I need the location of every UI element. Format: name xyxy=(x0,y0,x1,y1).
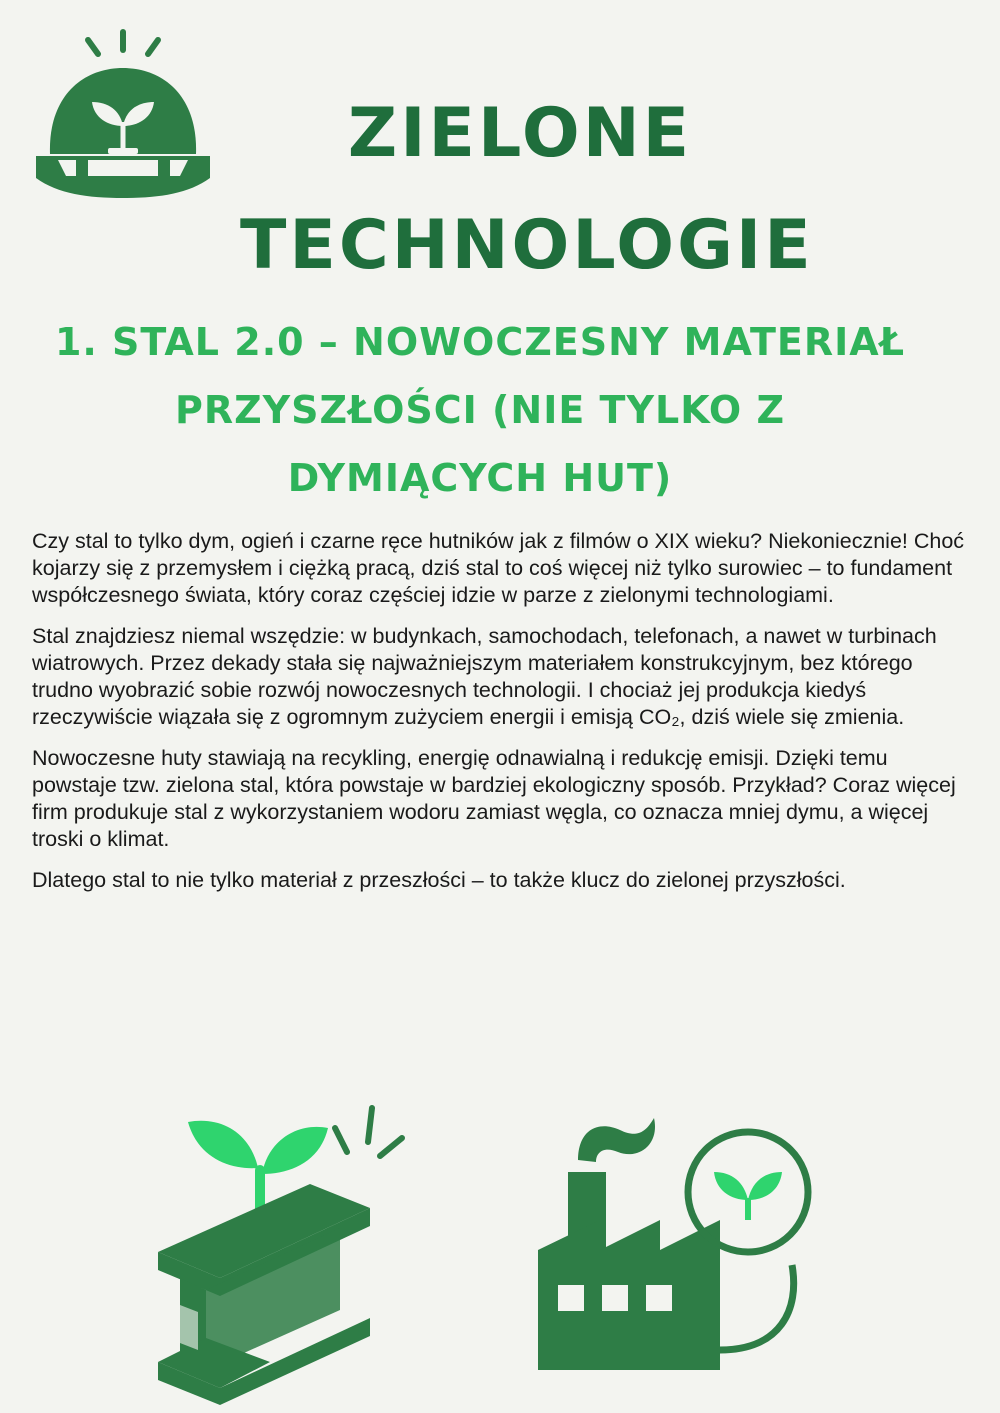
section-heading-line-3: DYMIĄCYCH HUT) xyxy=(287,456,673,500)
paragraph-2: Stal znajdziesz niemal wszędzie: w budynkach, samochodach, telefonach, a nawet w turbinach wiatrowych. Przez dekady stała się najważniejszym materiałem konstrukcyjnym, bez którego trudno wyobrazić sobie rozwój nowoczesnych technologii. I chociaż jej produkcja kiedyś rzeczywiście wiązała się z ogromnym zużyciem energii i emisją CO₂, dziś wiele się zmienia. xyxy=(32,624,937,729)
paragraph-4: Dlatego stal to nie tylko materiał z przeszłości – to także klucz do zielonej przyszłości. xyxy=(32,868,846,892)
section-heading-line-1: 1. STAL 2.0 – NOWOCZESNY MATERIAŁ xyxy=(54,320,906,364)
article-body xyxy=(32,528,972,908)
eco-factory-icon xyxy=(530,1100,850,1390)
green-helmet-icon xyxy=(28,26,218,211)
steel-beam-sprout-icon xyxy=(150,1100,410,1405)
section-heading-line-2: PRZYSZŁOŚCI (NIE TYLKO Z xyxy=(174,388,786,432)
title-line-2: TECHNOLOGIE xyxy=(240,206,814,285)
section-heading xyxy=(20,308,940,512)
paragraph-3: Nowoczesne huty stawiają na recykling, energię odnawialną i redukcję emisji. Dzięki temu powstaje tzw. zielona stal, która powstaje w bardziej ekologiczny sposób. Przykład? Coraz więcej firm produkuje stal z wykorzystaniem wodoru zamiast węgla, co oznacza mniej dymu, a więcej troski o klimat. xyxy=(32,746,956,851)
title-line-1: ZIELONE xyxy=(347,94,693,173)
page-title xyxy=(240,78,814,302)
paragraph-1: Czy stal to tylko dym, ogień i czarne ręce hutników jak z filmów o XIX wieku? Niekoniecznie! Choć kojarzy się z przemysłem i ciężką pracą, dziś stal to coś więcej niż tylko surowiec – to fundament współczesnego świata, który coraz częściej idzie w parze z zielonymi technologiami. xyxy=(32,529,965,607)
